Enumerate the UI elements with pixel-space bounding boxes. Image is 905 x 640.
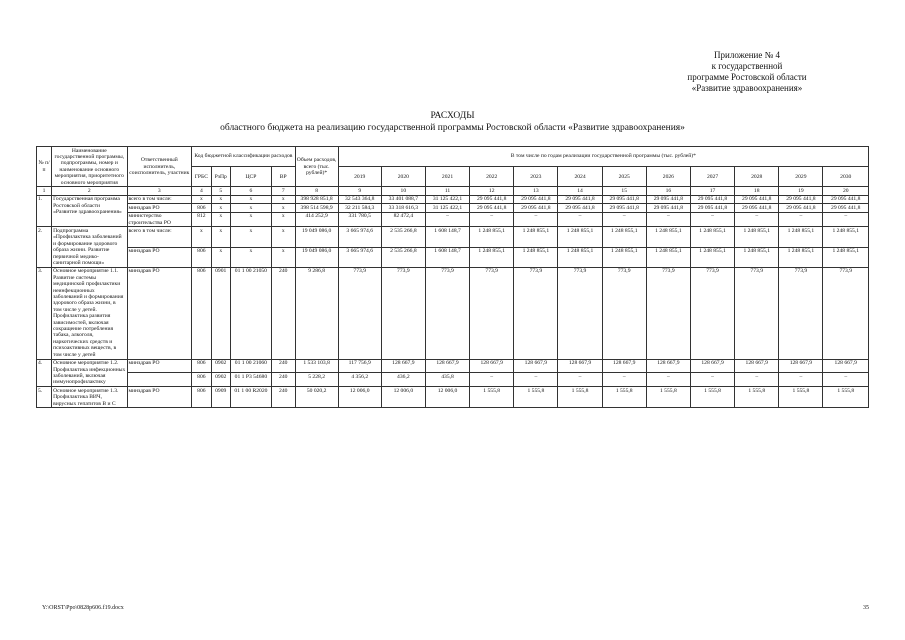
appendix-note xyxy=(637,50,857,94)
row-number-cell: 1. xyxy=(37,195,52,227)
year-value-cell: 33 401 088,7 xyxy=(381,195,425,203)
year-value-cell: 773,9 xyxy=(690,267,734,359)
year-value-cell: 1 555,8 xyxy=(646,387,690,408)
year-value-cell: 1 248 855,1 xyxy=(779,227,823,247)
col-year-header: 2025 xyxy=(602,167,646,187)
vr-cell: 240 xyxy=(271,373,295,387)
year-value-cell: 773,9 xyxy=(338,267,381,359)
year-value-cell: 117 756,9 xyxy=(338,359,381,373)
year-value-cell: 1 248 855,1 xyxy=(823,247,869,267)
year-value-cell: – xyxy=(558,373,602,387)
year-value-cell: 29 095 441,8 xyxy=(823,195,869,203)
index-cell: 3 xyxy=(127,187,192,195)
rzpr-cell: x xyxy=(211,247,230,267)
year-value-cell: 29 095 441,8 xyxy=(646,204,690,212)
year-value-cell: 12 006,0 xyxy=(381,387,425,408)
year-value-cell: 29 095 441,8 xyxy=(735,204,779,212)
vr-cell: x xyxy=(271,247,295,267)
year-value-cell: 29 095 441,8 xyxy=(823,204,869,212)
year-value-cell: 1 555,8 xyxy=(779,387,823,408)
year-value-cell: 1 555,8 xyxy=(558,387,602,408)
year-value-cell: 128 667,9 xyxy=(425,359,469,373)
footer-page-number: 35 xyxy=(863,605,869,611)
index-cell: 16 xyxy=(646,187,690,195)
appendix-line: к государственной xyxy=(711,61,783,71)
year-value-cell: 128 667,9 xyxy=(735,359,779,373)
vr-cell: x xyxy=(271,204,295,212)
responsible-cell: всего в том числе: xyxy=(127,195,192,203)
year-value-cell: 1 248 855,1 xyxy=(735,227,779,247)
volume-cell: 5 228,2 xyxy=(295,373,338,387)
col-year-header: 2020 xyxy=(381,167,425,187)
row-number-cell: 2. xyxy=(37,227,52,267)
col-year-header: 2019 xyxy=(338,167,381,187)
csr-cell: x xyxy=(230,204,271,212)
year-value-cell: 1 248 855,1 xyxy=(823,227,869,247)
document-title xyxy=(0,110,905,134)
grbs-cell: x xyxy=(192,227,211,247)
year-value-cell: – xyxy=(779,212,823,227)
responsible-cell xyxy=(127,373,192,387)
year-value-cell: 1 248 855,1 xyxy=(514,227,558,247)
year-value-cell: 773,9 xyxy=(646,267,690,359)
vr-cell: x xyxy=(271,227,295,247)
vr-cell: 240 xyxy=(271,359,295,373)
index-cell: 17 xyxy=(690,187,734,195)
row-name-cell: Основное мероприятие 1.2. Профилактика инфекционных заболеваний, включая иммунопрофилактику xyxy=(53,360,126,386)
year-value-cell: 29 095 441,8 xyxy=(470,204,514,212)
year-value-cell: 128 667,9 xyxy=(514,359,558,373)
year-value-cell: 29 095 441,8 xyxy=(514,204,558,212)
table-row xyxy=(37,247,869,267)
year-value-cell: 1 248 855,1 xyxy=(558,247,602,267)
expenses-table xyxy=(36,146,869,408)
col-year-header: 2021 xyxy=(425,167,469,187)
year-value-cell: 3 665 974,6 xyxy=(338,227,381,247)
year-value-cell: – xyxy=(470,373,514,387)
year-value-cell: 773,9 xyxy=(823,267,869,359)
year-value-cell: 331 780,5 xyxy=(338,212,381,227)
grbs-cell: 806 xyxy=(192,387,211,408)
year-value-cell: 1 248 855,1 xyxy=(779,247,823,267)
year-value-cell: 1 248 855,1 xyxy=(690,247,734,267)
index-cell: 11 xyxy=(425,187,469,195)
year-value-cell: – xyxy=(823,373,869,387)
year-value-cell: 1 555,8 xyxy=(514,387,558,408)
year-value-cell: 128 667,9 xyxy=(602,359,646,373)
year-value-cell: 773,9 xyxy=(558,267,602,359)
row-number-cell: 3. xyxy=(37,267,52,359)
table-body xyxy=(37,187,869,408)
index-cell: 14 xyxy=(558,187,602,195)
year-value-cell: 12 006,0 xyxy=(425,387,469,408)
year-value-cell: 1 555,8 xyxy=(470,387,514,408)
col-year-header: 2024 xyxy=(558,167,602,187)
grbs-cell: 806 xyxy=(192,359,211,373)
index-cell: 20 xyxy=(823,187,869,195)
vr-cell: 240 xyxy=(271,387,295,408)
year-value-cell: 128 667,9 xyxy=(470,359,514,373)
year-value-cell: – xyxy=(690,212,734,227)
year-value-cell: 2 535 266,8 xyxy=(381,247,425,267)
year-value-cell: 12 006,0 xyxy=(338,387,381,408)
year-value-cell: 32 543 364,8 xyxy=(338,195,381,203)
year-value-cell: 773,9 xyxy=(381,267,425,359)
year-value-cell: 1 555,8 xyxy=(823,387,869,408)
index-cell: 19 xyxy=(779,187,823,195)
table-row xyxy=(37,195,869,203)
year-value-cell: 1 248 855,1 xyxy=(514,247,558,267)
table-row xyxy=(37,387,869,408)
responsible-cell: всего в том числе: xyxy=(127,227,192,247)
year-value-cell: 29 095 441,8 xyxy=(735,195,779,203)
rzpr-cell: x xyxy=(211,195,230,203)
row-name-cell: Подпрограмма «Профилактика заболеваний и формирование здорового образа жизни. Развитие первичной медико-санитарной помощи» xyxy=(52,227,127,267)
vr-cell: x xyxy=(271,212,295,227)
index-cell: 5 xyxy=(211,187,230,195)
csr-cell: x xyxy=(230,227,271,247)
col-year-header: 2028 xyxy=(735,167,779,187)
year-value-cell: 128 667,9 xyxy=(690,359,734,373)
year-value-cell: 29 095 441,8 xyxy=(690,204,734,212)
grbs-cell: 812 xyxy=(192,212,211,227)
year-value-cell: 128 667,9 xyxy=(558,359,602,373)
table-row xyxy=(37,212,869,227)
year-value-cell: 436,2 xyxy=(381,373,425,387)
table-row xyxy=(37,359,869,373)
year-value-cell: 1 608 148,7 xyxy=(425,247,469,267)
year-value-cell: 1 248 855,1 xyxy=(470,227,514,247)
col-csr-header: ЦСР xyxy=(230,167,271,187)
grbs-cell: 806 xyxy=(192,247,211,267)
year-value-cell: 1 555,8 xyxy=(735,387,779,408)
volume-cell: 414 252,9 xyxy=(295,212,338,227)
year-value-cell: 32 211 584,3 xyxy=(338,204,381,212)
year-value-cell: – xyxy=(779,373,823,387)
year-value-cell: 1 248 855,1 xyxy=(735,247,779,267)
volume-cell: 19 049 086,0 xyxy=(295,247,338,267)
year-value-cell: 128 667,9 xyxy=(779,359,823,373)
rzpr-cell: x xyxy=(211,227,230,247)
year-value-cell: 29 095 441,8 xyxy=(646,195,690,203)
year-value-cell: – xyxy=(735,373,779,387)
csr-cell: 01 1 00 21050 xyxy=(230,267,271,359)
appendix-line: Приложение № 4 xyxy=(714,50,780,60)
csr-cell: 01 1 00 R2020 xyxy=(230,387,271,408)
volume-cell: 398 514 598,9 xyxy=(295,204,338,212)
year-value-cell: 1 248 855,1 xyxy=(646,247,690,267)
year-value-cell: 1 248 855,1 xyxy=(602,247,646,267)
col-year-header: 2026 xyxy=(646,167,690,187)
year-value-cell: 435,8 xyxy=(425,373,469,387)
responsible-cell: минздрав РО xyxy=(127,267,192,359)
rzpr-cell: 0909 xyxy=(211,387,230,408)
index-cell: 7 xyxy=(271,187,295,195)
year-value-cell: 773,9 xyxy=(470,267,514,359)
vr-cell: 240 xyxy=(271,267,295,359)
year-value-cell: 31 125 422,1 xyxy=(425,204,469,212)
year-value-cell: 29 095 441,8 xyxy=(514,195,558,203)
year-value-cell: – xyxy=(470,212,514,227)
table-row xyxy=(37,267,869,359)
year-value-cell: 773,9 xyxy=(514,267,558,359)
year-value-cell: 128 667,9 xyxy=(823,359,869,373)
footer-file-path: Y:\ORST\Ppo\0828p606.f19.docx xyxy=(42,605,124,611)
table-row xyxy=(37,373,869,387)
year-value-cell: 128 667,9 xyxy=(381,359,425,373)
csr-cell: x xyxy=(230,212,271,227)
index-cell: 18 xyxy=(735,187,779,195)
index-cell: 15 xyxy=(602,187,646,195)
year-value-cell: 773,9 xyxy=(735,267,779,359)
year-value-cell: 1 248 855,1 xyxy=(690,227,734,247)
responsible-cell: минздрав РО xyxy=(127,387,192,408)
csr-cell: 01 1 P3 54680 xyxy=(230,373,271,387)
col-resp-header: Ответственный исполнитель, соисполнитель, участник xyxy=(127,147,192,187)
year-value-cell: 29 095 441,8 xyxy=(470,195,514,203)
col-name-header: Наименование государственной программы, подпрограммы, номер и наименование основного мероприятия, приоритетного основного мероприятия xyxy=(52,147,127,187)
year-value-cell: 1 248 855,1 xyxy=(602,227,646,247)
title-subheading: областного бюджета на реализацию государственной программы Ростовской области «Развитие здравоохранения» xyxy=(220,123,685,133)
year-value-cell: 29 095 441,8 xyxy=(779,195,823,203)
index-cell: 4 xyxy=(192,187,211,195)
col-year-header: 2029 xyxy=(779,167,823,187)
table-row xyxy=(37,204,869,212)
year-value-cell: 29 095 441,8 xyxy=(690,195,734,203)
year-value-cell: – xyxy=(425,212,469,227)
responsible-cell: министерство строительства РО xyxy=(127,212,192,227)
rzpr-cell: x xyxy=(211,204,230,212)
table-row xyxy=(37,227,869,247)
year-value-cell: 1 555,8 xyxy=(690,387,734,408)
rzpr-cell: 0902 xyxy=(211,359,230,373)
year-value-cell: 82 472,4 xyxy=(381,212,425,227)
col-year-header: 2030 xyxy=(823,167,869,187)
grbs-cell: 806 xyxy=(192,267,211,359)
year-value-cell: – xyxy=(602,212,646,227)
year-value-cell: – xyxy=(602,373,646,387)
year-value-cell: – xyxy=(514,373,558,387)
year-value-cell: – xyxy=(690,373,734,387)
index-cell: 6 xyxy=(230,187,271,195)
volume-cell: 9 286,8 xyxy=(295,267,338,359)
volume-cell: 50 020,2 xyxy=(295,387,338,408)
rzpr-cell: 0901 xyxy=(211,267,230,359)
year-value-cell: 773,9 xyxy=(602,267,646,359)
col-code-group-header: Код бюджетной классификации расходов xyxy=(192,147,295,167)
index-cell: 2 xyxy=(52,187,127,195)
row-name-cell: Основное мероприятие 1.1. Развитие системы медицинской профилактики неинфекционных заболеваний и формирования здорового образа жизни, в том числе у детей. Профилактика развития зависимостей, включая сокращение потребления табака, алкоголя, наркотических средств и психоактивных веществ, в том числе у детей xyxy=(52,267,127,359)
responsible-cell: минздрав РО xyxy=(127,204,192,212)
row-name-cell: Государственная программа Ростовской области «Развитие здравоохранения» xyxy=(52,195,127,227)
year-value-cell: 1 555,8 xyxy=(602,387,646,408)
year-value-cell: 31 125 422,1 xyxy=(425,195,469,203)
year-value-cell: 29 095 441,8 xyxy=(558,195,602,203)
row-name-cell: Основное мероприятие 1.3. Профилактика ВИЧ, вирусных гепатитов В и С xyxy=(52,387,127,408)
col-num-header: № п/п xyxy=(37,147,52,187)
year-value-cell: 1 608 148,7 xyxy=(425,227,469,247)
col-year-header: 2022 xyxy=(470,167,514,187)
volume-cell: 1 533 103,8 xyxy=(295,359,338,373)
year-value-cell: 2 535 266,8 xyxy=(381,227,425,247)
year-value-cell: 1 248 855,1 xyxy=(558,227,602,247)
index-cell: 12 xyxy=(470,187,514,195)
year-value-cell: 29 095 441,8 xyxy=(779,204,823,212)
volume-cell: 398 928 851,8 xyxy=(295,195,338,203)
index-row xyxy=(37,187,869,195)
year-value-cell: 29 095 441,8 xyxy=(558,204,602,212)
year-value-cell: 773,9 xyxy=(779,267,823,359)
year-value-cell: 773,9 xyxy=(425,267,469,359)
responsible-cell: минздрав РО xyxy=(127,247,192,267)
col-years-group-header: В том числе по годам реализации государственной программы (тыс. рублей)* xyxy=(338,147,868,167)
header-row xyxy=(37,147,869,167)
row-number-cell: 5. xyxy=(37,387,52,408)
col-grbs-header: ГРБС xyxy=(192,167,211,187)
volume-cell: 19 049 086,0 xyxy=(295,227,338,247)
year-value-cell: – xyxy=(558,212,602,227)
responsible-cell: минздрав РО xyxy=(127,359,192,373)
year-value-cell: 29 095 441,8 xyxy=(602,204,646,212)
year-value-cell: – xyxy=(823,212,869,227)
year-value-cell: – xyxy=(646,212,690,227)
index-cell: 13 xyxy=(514,187,558,195)
col-volume-header: Объем расходов, всего (тыс. рублей)* xyxy=(295,147,338,187)
index-cell: 8 xyxy=(295,187,338,195)
grbs-cell: 806 xyxy=(192,373,211,387)
csr-cell: 01 1 00 21060 xyxy=(230,359,271,373)
year-value-cell: 3 665 974,6 xyxy=(338,247,381,267)
index-cell: 1 xyxy=(37,187,52,195)
appendix-line: «Развитие здравоохранения» xyxy=(691,83,803,93)
csr-cell: x xyxy=(230,195,271,203)
appendix-line: программе Ростовской области xyxy=(687,72,807,82)
col-vr-header: ВР xyxy=(271,167,295,187)
index-cell: 9 xyxy=(338,187,381,195)
col-year-header: 2027 xyxy=(690,167,734,187)
row-number-cell: 4. xyxy=(37,359,52,387)
grbs-cell: 806 xyxy=(192,204,211,212)
year-value-cell: 1 248 855,1 xyxy=(646,227,690,247)
year-value-cell: 1 248 855,1 xyxy=(470,247,514,267)
year-value-cell: – xyxy=(646,373,690,387)
rzpr-cell: 0902 xyxy=(211,373,230,387)
csr-cell: x xyxy=(230,247,271,267)
year-value-cell: 29 095 441,8 xyxy=(602,195,646,203)
col-year-header: 2023 xyxy=(514,167,558,187)
year-value-cell: 4 356,2 xyxy=(338,373,381,387)
index-cell: 10 xyxy=(381,187,425,195)
title-heading: РАСХОДЫ xyxy=(430,111,475,121)
year-value-cell: 128 667,9 xyxy=(646,359,690,373)
vr-cell: x xyxy=(271,195,295,203)
grbs-cell: x xyxy=(192,195,211,203)
rzpr-cell: x xyxy=(211,212,230,227)
year-value-cell: – xyxy=(735,212,779,227)
year-value-cell: 33 318 616,3 xyxy=(381,204,425,212)
col-rzpr-header: РзПр xyxy=(211,167,230,187)
year-value-cell: – xyxy=(514,212,558,227)
